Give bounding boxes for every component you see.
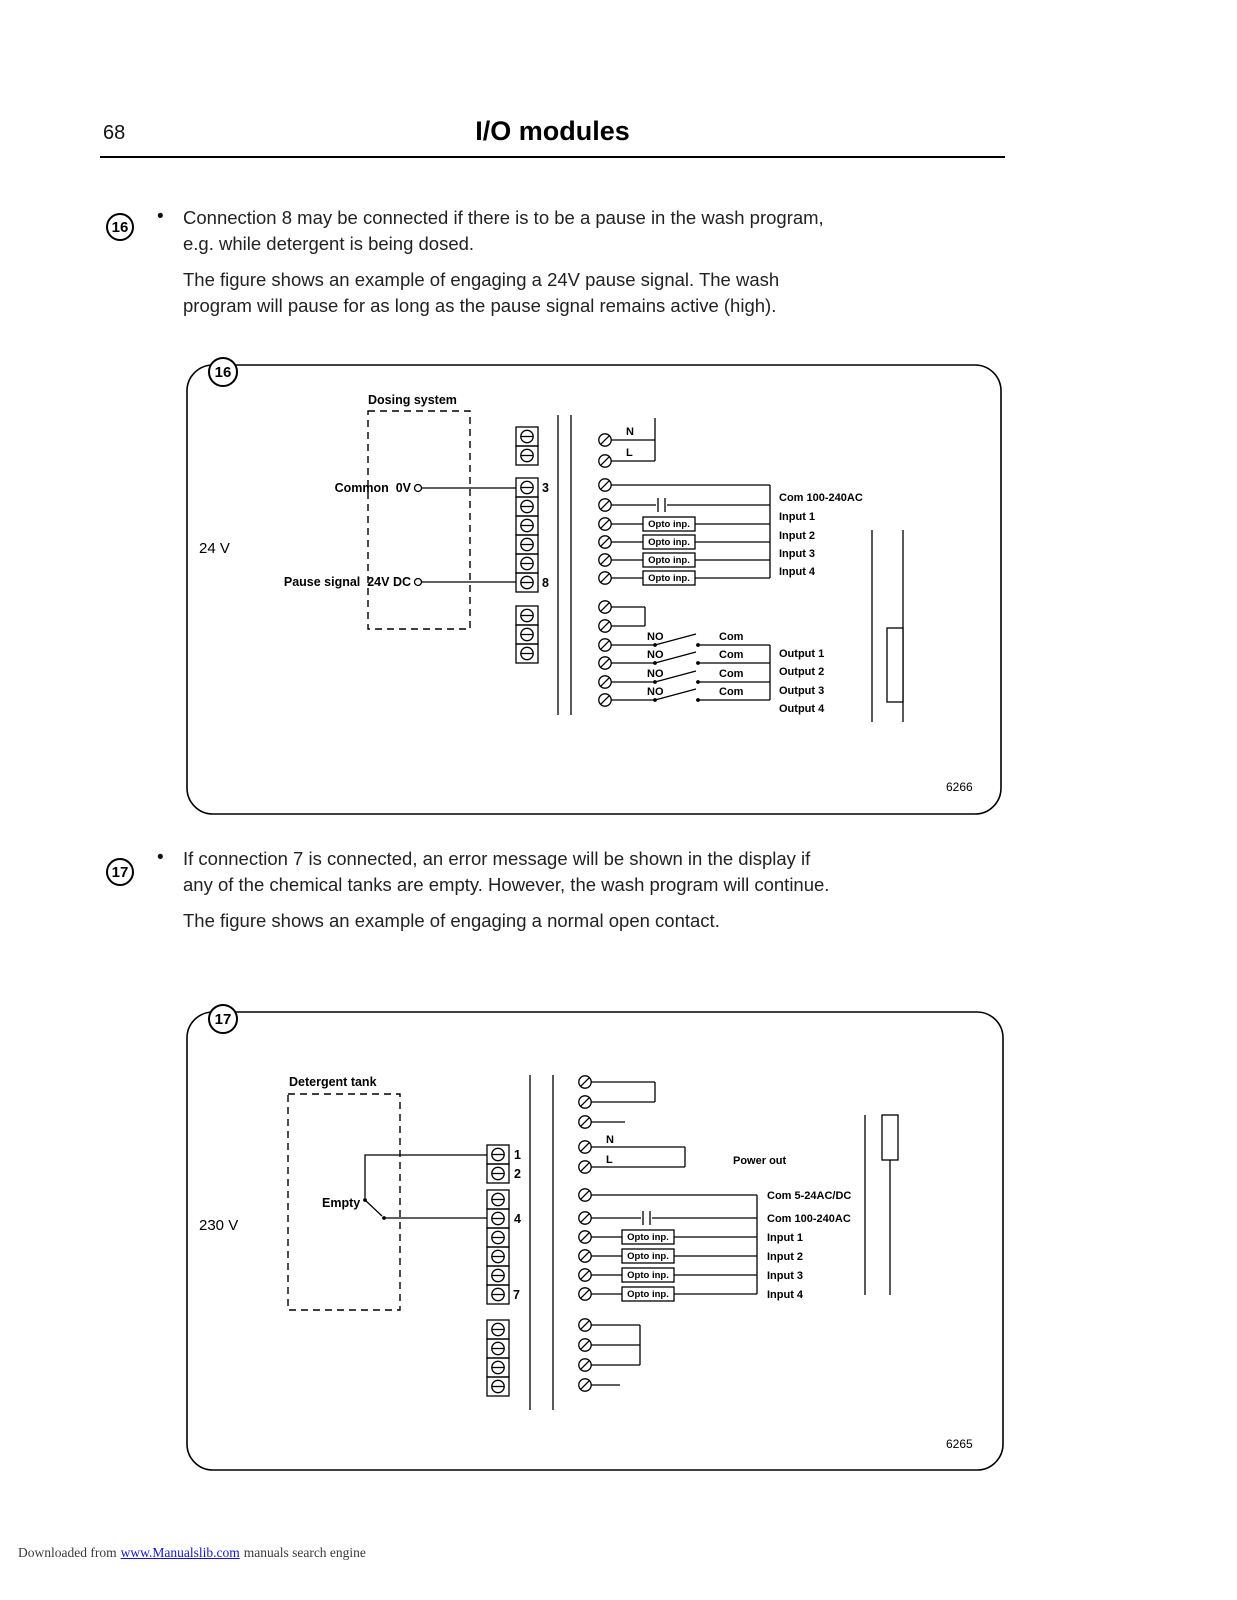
pause-signal-label: Pause signal 24V DC [283, 575, 411, 589]
input-4-label: Input 4 [767, 1289, 804, 1301]
l-label: L [606, 1154, 613, 1166]
adjacent-module-edge [872, 530, 903, 722]
module-edge-lines [530, 1075, 553, 1410]
figure-17-wiring-diagram [185, 1010, 1005, 1472]
dosing-system-box [368, 411, 470, 629]
section17-bullet-icon: • [157, 847, 164, 868]
output-connector [579, 1319, 640, 1391]
section17-marker [106, 858, 134, 886]
pause-signal-connection [284, 575, 516, 589]
section17-paragraph-2: The figure shows an example of engaging a normal open contact. [183, 910, 720, 931]
svg-text:Opto inp.: Opto inp. [648, 573, 690, 584]
no-label-1: NO [647, 631, 664, 643]
power-terminals [599, 418, 655, 467]
input-labels [779, 492, 863, 578]
com-100-240-label: Com 100-240AC [779, 492, 863, 504]
header-rule [100, 156, 1005, 158]
opto-input-box-2 [622, 1249, 674, 1263]
terminal-7-number: 7 [513, 1288, 520, 1302]
svg-text:Opto inp.: Opto inp. [627, 1270, 669, 1281]
input-3-label: Input 3 [767, 1270, 804, 1282]
detergent-tank-label: Detergent tank [289, 1075, 377, 1089]
page-title: I/O modules [475, 116, 630, 146]
common-0v-connection [335, 481, 516, 495]
footer [18, 1545, 366, 1561]
section16-bullet-icon: • [157, 206, 164, 227]
input-4-label: Input 4 [779, 566, 816, 578]
opto-input-box-1 [643, 517, 695, 531]
section16-marker-text: 16 [111, 218, 129, 236]
empty-switch [322, 1155, 487, 1220]
no-label-3: NO [647, 668, 664, 680]
svg-text:Opto inp.: Opto inp. [627, 1289, 669, 1300]
terminal-3-number: 3 [542, 481, 549, 495]
voltage-230v-label: 230 V [199, 1217, 239, 1234]
input-1-label: Input 1 [767, 1232, 804, 1244]
page-number: 68 [103, 122, 126, 144]
figure16-marker-text: 16 [214, 364, 232, 381]
terminal-strip [516, 427, 538, 663]
section16-marker [106, 213, 134, 241]
com-label-1: Com [719, 631, 744, 643]
figure17-marker-text: 17 [214, 1011, 232, 1028]
output-3-label: Output 3 [779, 685, 825, 697]
terminal-strip [487, 1145, 509, 1396]
opto-input-box-4 [643, 571, 695, 585]
footer-prefix: Downloaded from [18, 1545, 117, 1560]
opto-input-box-1 [622, 1230, 674, 1244]
svg-text:Opto inp.: Opto inp. [648, 519, 690, 530]
n-label: N [606, 1134, 614, 1146]
com-label-4: Com [719, 686, 744, 698]
svg-text:Opto inp.: Opto inp. [648, 555, 690, 566]
figure-16-wiring-diagram [185, 363, 1003, 816]
voltage-24v-label: 24 V [199, 540, 230, 557]
output-4-label: Output 4 [779, 703, 825, 715]
section16-paragraph-1: Connection 8 may be connected if there is to be a pause in the wash program, e.g. while detergent is being dosed. [183, 207, 824, 254]
figure17-marker-badge [209, 1005, 237, 1033]
com-label-3: Com [719, 668, 744, 680]
empty-label: Empty [322, 1196, 361, 1210]
footer-suffix: manuals search engine [243, 1545, 366, 1560]
output-2-label: Output 2 [779, 666, 825, 678]
l-label: L [626, 447, 633, 459]
output-1-label: Output 1 [779, 648, 825, 660]
power-out-label: Power out [733, 1155, 787, 1167]
svg-text:Opto inp.: Opto inp. [627, 1232, 669, 1243]
svg-text:Opto inp.: Opto inp. [648, 537, 690, 548]
footer-link[interactable]: www.Manualslib.com [120, 1545, 240, 1560]
section16-paragraph-2: The figure shows an example of engaging a 24V pause signal. The wash program will pause for as long as the pause signal remains active (high). [183, 269, 780, 316]
output-connector [599, 601, 770, 706]
svg-text:Opto inp.: Opto inp. [627, 1251, 669, 1262]
figure17-id: 6265 [946, 1437, 973, 1451]
section17-text [183, 846, 831, 934]
terminal-2-number: 2 [514, 1167, 521, 1181]
figure16-border [187, 365, 1001, 814]
section17-paragraph-1: If connection 7 is connected, an error message will be shown in the display if any of the chemical tanks are empty. However, the wash program will continue. [183, 848, 830, 895]
input-1-label: Input 1 [779, 511, 816, 523]
opto-input-box-4 [622, 1287, 674, 1301]
com-label-2: Com [719, 649, 744, 661]
opto-input-box-2 [643, 535, 695, 549]
n-label: N [626, 426, 634, 438]
terminal-8-number: 8 [542, 576, 549, 590]
no-label-4: NO [647, 686, 664, 698]
power-connector [579, 1076, 685, 1173]
input-3-label: Input 3 [779, 548, 816, 560]
terminal-1-number: 1 [514, 1148, 521, 1162]
terminal-4-number: 4 [514, 1212, 521, 1226]
module-edge-lines [558, 415, 571, 715]
opto-input-box-3 [643, 553, 695, 567]
common-0v-label: Common 0V [334, 481, 411, 495]
figure16-marker-badge [209, 358, 237, 386]
input-2-label: Input 2 [767, 1251, 804, 1263]
section17-marker-text: 17 [111, 863, 129, 881]
figure16-id: 6266 [946, 780, 973, 794]
com-100-240-label: Com 100-240AC [767, 1213, 851, 1225]
dosing-system-label: Dosing system [368, 393, 457, 407]
input-2-label: Input 2 [779, 530, 816, 542]
adjacent-module-edge [865, 1115, 898, 1295]
no-label-2: NO [647, 649, 664, 661]
section16-text [183, 205, 831, 318]
input-labels [767, 1190, 851, 1301]
com-5-24-label: Com 5-24AC/DC [767, 1190, 852, 1202]
output-labels [779, 648, 825, 715]
opto-input-box-3 [622, 1268, 674, 1282]
output-contact-labels [647, 631, 744, 698]
